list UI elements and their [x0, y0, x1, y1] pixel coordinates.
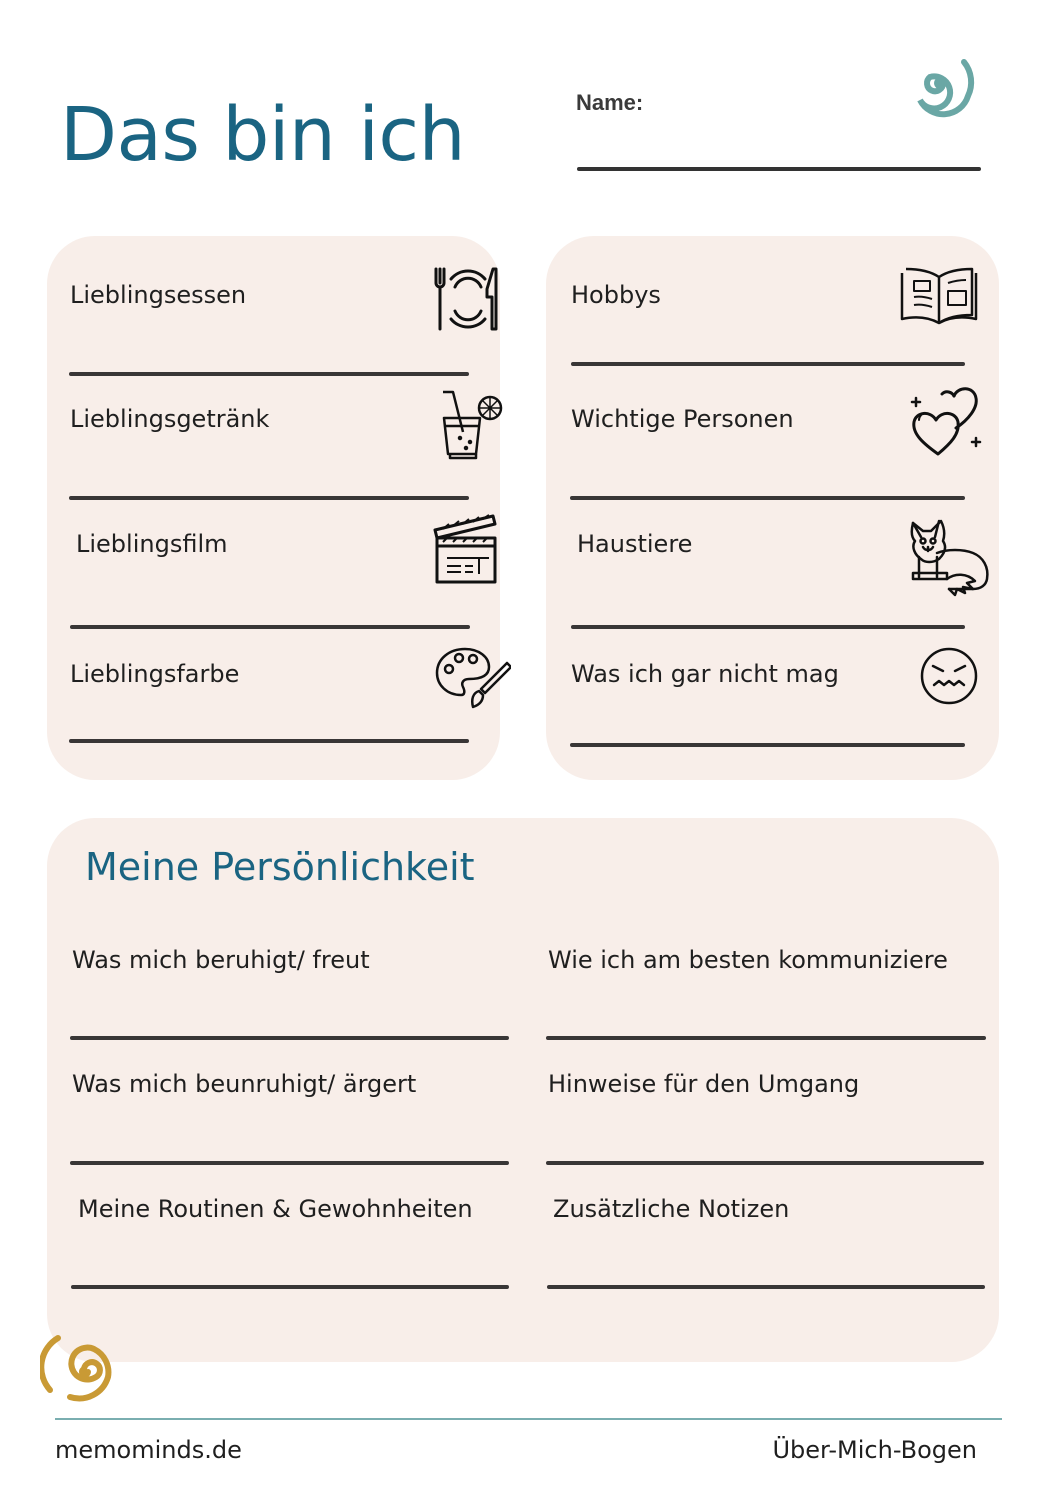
field-label-favorite-food: Lieblingsessen [70, 281, 247, 309]
paint-palette-icon [435, 645, 511, 709]
field-label-important-people: Wichtige Personen [571, 405, 794, 433]
open-book-icon [898, 265, 980, 327]
angry-face-icon [919, 646, 979, 706]
answer-line-favorite-color[interactable] [69, 739, 469, 743]
field-label-favorite-film: Lieblingsfilm [76, 530, 228, 558]
plate-fork-knife-icon [431, 265, 499, 333]
cat-icon [909, 517, 991, 599]
page-title: Das bin ich [60, 92, 466, 178]
footer-website: memominds.de [55, 1436, 242, 1464]
hearts-icon [910, 384, 988, 460]
answer-line-dislikes[interactable] [570, 743, 965, 747]
drink-glass-icon [438, 390, 504, 462]
field-label-upsets-me: Was mich beunruhigt/ ärgert [72, 1070, 417, 1098]
answer-line-favorite-film[interactable] [70, 625, 470, 629]
answer-line-important-people[interactable] [570, 496, 965, 500]
name-label: Name: [576, 90, 644, 115]
answer-line-favorite-drink[interactable] [69, 496, 469, 500]
field-label-favorite-color: Lieblingsfarbe [70, 660, 240, 688]
section-title-personality: Meine Persönlichkeit [85, 845, 475, 889]
answer-line-communication[interactable] [546, 1036, 986, 1040]
name-input-line[interactable] [577, 167, 981, 171]
teal-spiral-icon [893, 48, 985, 128]
field-label-dislikes: Was ich gar nicht mag [571, 660, 839, 688]
footer-document-name: Über-Mich-Bogen [772, 1436, 977, 1464]
answer-line-additional-notes[interactable] [547, 1285, 985, 1289]
field-label-hobbies: Hobbys [571, 281, 661, 309]
field-label-favorite-drink: Lieblingsgetränk [70, 405, 270, 433]
footer-divider [55, 1418, 1002, 1420]
field-label-communication: Wie ich am besten kommuniziere [548, 946, 948, 974]
field-label-calms-me: Was mich beruhigt/ freut [72, 946, 370, 974]
field-label-routines: Meine Routinen & Gewohnheiten [78, 1195, 473, 1223]
answer-line-favorite-food[interactable] [69, 372, 469, 376]
field-label-handling-tips: Hinweise für den Umgang [548, 1070, 860, 1098]
clapperboard-icon [433, 512, 499, 586]
answer-line-calms-me[interactable] [70, 1036, 509, 1040]
answer-line-pets[interactable] [571, 625, 965, 629]
gold-spiral-icon [40, 1328, 132, 1408]
answer-line-hobbies[interactable] [571, 362, 965, 366]
answer-line-routines[interactable] [71, 1285, 509, 1289]
answer-line-handling-tips[interactable] [546, 1161, 984, 1165]
answer-line-upsets-me[interactable] [70, 1161, 509, 1165]
field-label-additional-notes: Zusätzliche Notizen [553, 1195, 790, 1223]
field-label-pets: Haustiere [577, 530, 693, 558]
